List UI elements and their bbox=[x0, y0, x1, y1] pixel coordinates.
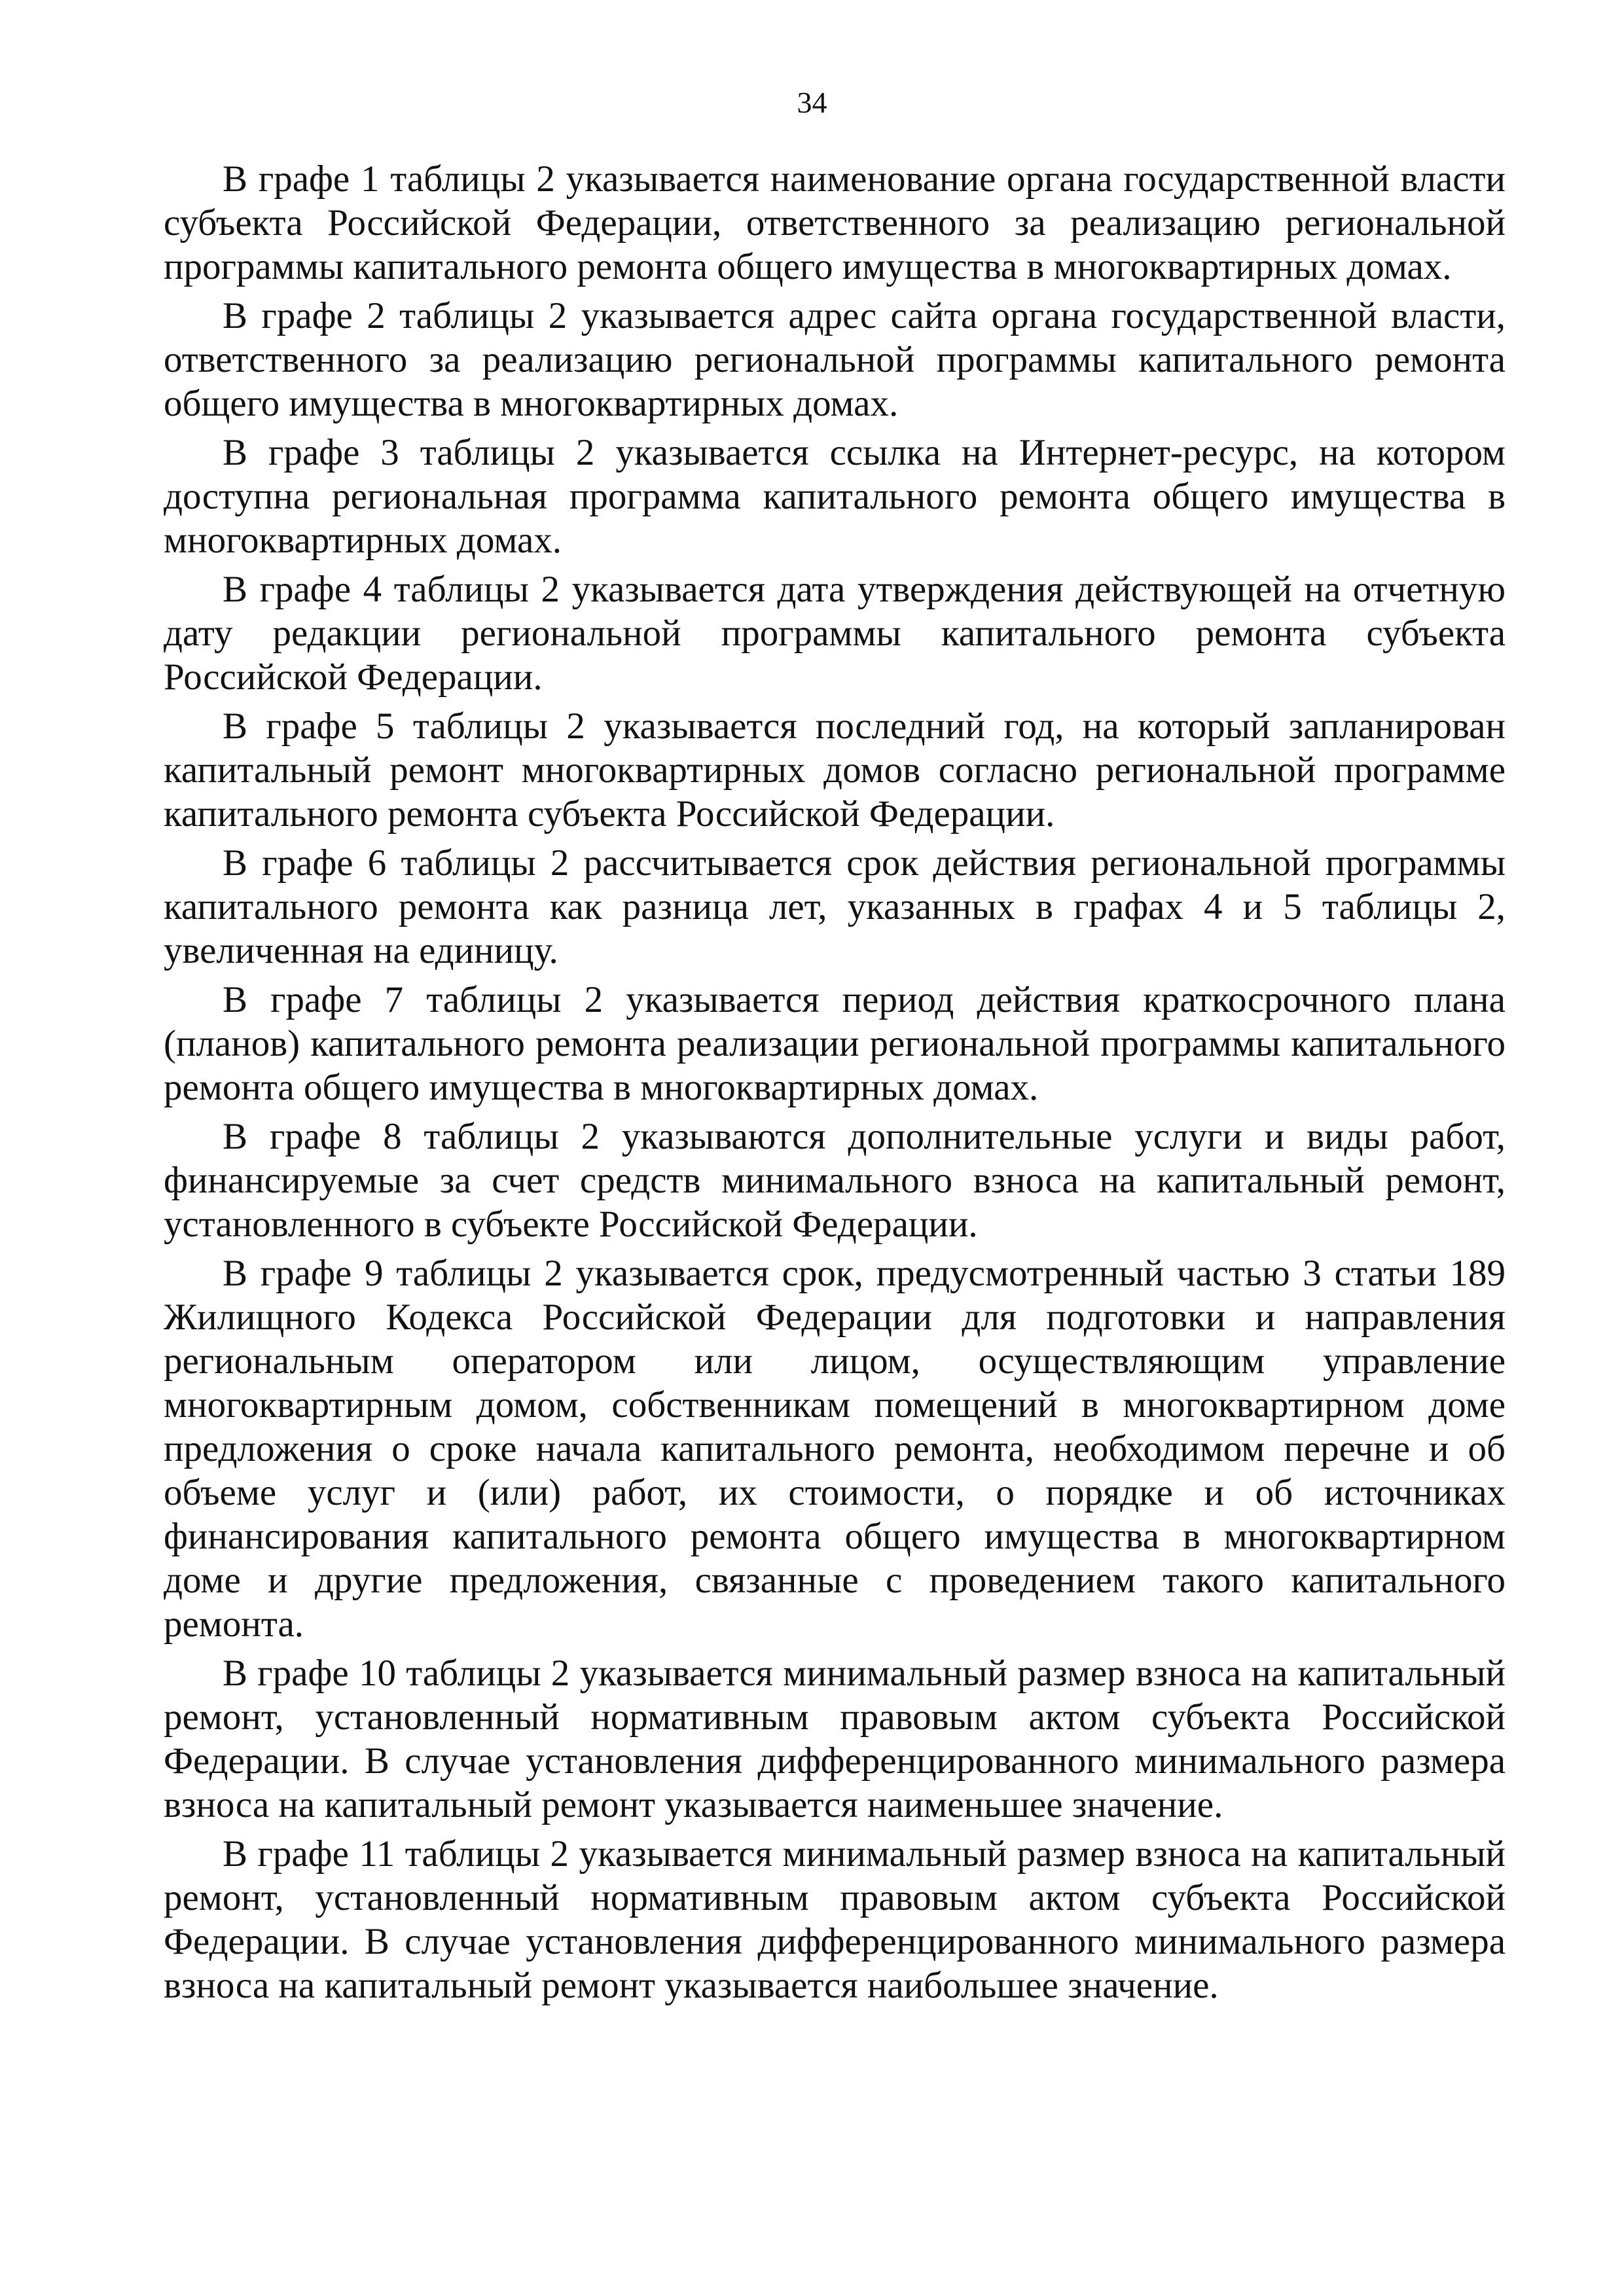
document-body bbox=[164, 157, 1506, 2013]
paragraph-column-3: В графе 3 таблицы 2 указывается ссылка на Интернет-ресурс, на котором доступна региональная программа капитального ремонта общего имущества в многоквартирных домах. bbox=[164, 432, 1506, 561]
paragraph-column-4: В графе 4 таблицы 2 указывается дата утверждения действующей на отчетную дату редакции региональной программы капитального ремонта субъекта Российской Федерации. bbox=[164, 569, 1506, 698]
paragraph-column-1: В графе 1 таблицы 2 указывается наименование органа государственной власти субъекта Российской Федерации, ответственного за реализацию региональной программы капитального ремонта общего имущества в многоквартирных домах. bbox=[164, 158, 1506, 287]
paragraph-column-9: В графе 9 таблицы 2 указывается срок, предусмотренный частью 3 статьи 189 Жилищного Кодекса Российской Федерации для подготовки и направления региональным оператором или лицом, осуществляющим управление многоквартирным домом, собственникам помещений в многоквартирном доме предложения о сроке начала капитального ремонта, необходимом перечне и об объеме услуг и (или) работ, их стоимости, о порядке и об источниках финансирования капитального ремонта общего имущества в многоквартирном доме и другие предложения, связанные с проведением такого капитального ремонта. bbox=[164, 1253, 1506, 1645]
page-number: 34 bbox=[797, 86, 827, 119]
paragraph-column-11: В графе 11 таблицы 2 указывается минимальный размер взноса на капитальный ремонт, установленный нормативным правовым актом субъекта Российской Федерации. В случае установления дифференцированного минимального размера взноса на капитальный ремонт указывается наибольшее значение. bbox=[164, 1833, 1506, 2006]
paragraph-column-5: В графе 5 таблицы 2 указывается последний год, на который запланирован капитальный ремонт многоквартирных домов согласно региональной программе капитального ремонта субъекта Российской Федерации. bbox=[164, 706, 1506, 834]
paragraph-column-8: В графе 8 таблицы 2 указываются дополнительные услуги и виды работ, финансируемые за счет средств минимального взноса на капитальный ремонт, установленного в субъекте Российской Федерации. bbox=[164, 1116, 1506, 1245]
paragraph-column-10: В графе 10 таблицы 2 указывается минимальный размер взноса на капитальный ремонт, установленный нормативным правовым актом субъекта Российской Федерации. В случае установления дифференцированного минимального размера взноса на капитальный ремонт указывается наименьшее значение. bbox=[164, 1653, 1506, 1825]
paragraph-column-7: В графе 7 таблицы 2 указывается период действия краткосрочного плана (планов) капитального ремонта реализации региональной программы капитального ремонта общего имущества в многоквартирных домах. bbox=[164, 979, 1506, 1108]
paragraph-column-2: В графе 2 таблицы 2 указывается адрес сайта органа государственной власти, ответственного за реализацию региональной программы капитального ремонта общего имущества в многоквартирных домах. bbox=[164, 295, 1506, 424]
paragraph-column-6: В графе 6 таблицы 2 рассчитывается срок действия региональной программы капитального ремонта как разница лет, указанных в графах 4 и 5 таблицы 2, увеличенная на единицу. bbox=[164, 842, 1506, 971]
